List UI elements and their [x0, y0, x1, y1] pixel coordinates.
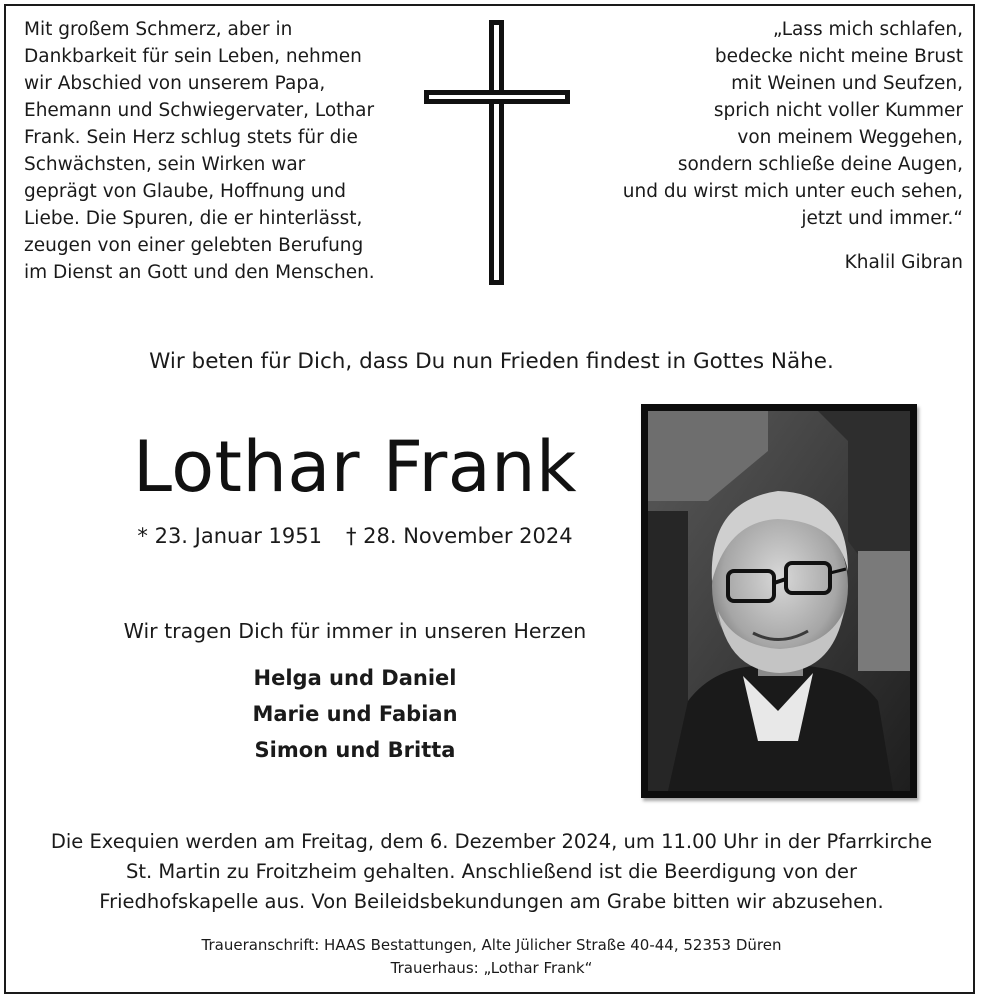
portrait-icon — [648, 411, 910, 791]
death-date: † 28. November 2024 — [345, 524, 573, 548]
funeral-service-info — [0, 827, 983, 917]
service-line: Die Exequien werden am Freitag, dem 6. Dezember 2024, um 11.00 Uhr in der Pfarrkirche — [50, 830, 933, 853]
portrait-photo — [641, 404, 917, 798]
intro-text — [24, 16, 394, 286]
life-dates — [110, 522, 600, 550]
intro-line: wir Abschied von unserem Papa, — [24, 73, 326, 94]
latin-cross-icon — [424, 20, 570, 285]
prayer-line: Wir beten für Dich, dass Du nun Frieden findest in Gottes Nähe. — [149, 349, 834, 374]
intro-line: Schwächsten, sein Wirken war — [24, 154, 306, 175]
birth-date: * 23. Januar 1951 — [137, 524, 322, 548]
intro-line: Liebe. Die Spuren, die er hinterlässt, — [24, 208, 363, 229]
mourning-address: Traueranschrift: HAAS Bestattungen, Alte Jülicher Straße 40-44, 52353 Düren — [201, 936, 782, 954]
family-couple: Marie und Fabian — [252, 702, 458, 726]
intro-line: im Dienst an Gott und den Menschen. — [24, 262, 375, 283]
quote-line: jetzt und immer.“ — [801, 208, 963, 229]
family-couple: Helga und Daniel — [253, 666, 457, 690]
quote-line: mit Weinen und Seufzen, — [731, 73, 963, 94]
intro-line: Ehemann und Schwiegervater, Lothar — [24, 100, 375, 121]
intro-line: geprägt von Glaube, Hoffnung und — [24, 181, 346, 202]
intro-line: Dankbarkeit für sein Leben, nehmen — [24, 46, 362, 67]
intro-line: zeugen von einer gelebten Berufung — [24, 235, 364, 256]
family-names — [105, 660, 605, 768]
family-couple: Simon und Britta — [254, 738, 456, 762]
mourning-house: Trauerhaus: „Lothar Frank“ — [390, 959, 593, 977]
footer — [0, 934, 983, 980]
quote-line: und du wirst mich unter euch sehen, — [622, 181, 963, 202]
service-line: St. Martin zu Froitzheim gehalten. Anschließend ist die Beerdigung von der — [125, 860, 858, 883]
intro-line: Frank. Sein Herz schlug stets für die — [24, 127, 358, 148]
quote-line: bedecke nicht meine Brust — [714, 46, 963, 67]
intro-line: Mit großem Schmerz, aber in — [24, 19, 293, 40]
quote-line: sprich nicht voller Kummer — [713, 100, 963, 121]
quote-author: Khalil Gibran — [844, 252, 963, 273]
service-line: Friedhofskapelle aus. Von Beileidsbekundungen am Grabe bitten wir abzusehen. — [99, 890, 884, 913]
quote-line: „Lass mich schlafen, — [772, 19, 963, 40]
hearts-line: Wir tragen Dich für immer in unseren Herzen — [123, 619, 587, 643]
quote-line: von meinem Weggehen, — [737, 127, 963, 148]
gibran-quote — [583, 16, 963, 276]
quote-line: sondern schließe deine Augen, — [677, 154, 963, 175]
deceased-name: Lothar Frank — [132, 426, 578, 508]
